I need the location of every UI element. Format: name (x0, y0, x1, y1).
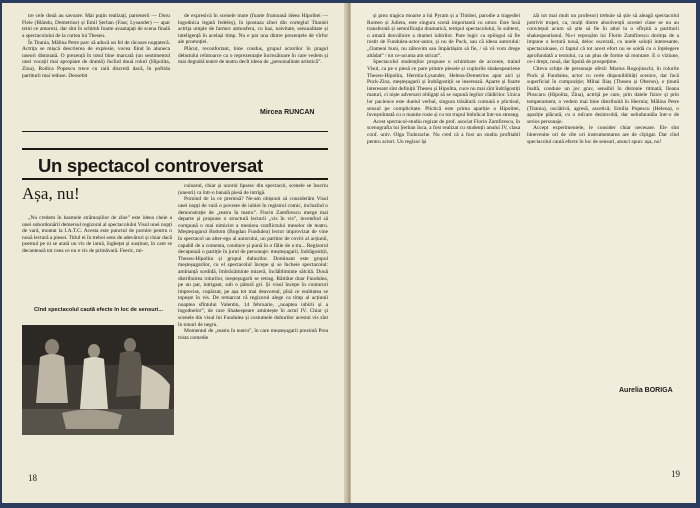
paragraph: zăi tot mai mult un profesor) trebuie să știe să aleagă spectacolul potrivit trupei, ca, mulți dintre absolvenții acestei clase se nu au conviețuit acum să știe să fie în altul la o sfîrșită a partiturii shakespearianul. Nu-i reproșăm lui Florin Zamfirescu dorința de a impune o lectură nouă, deloc oscerată, cu unele soluții interesante, spectaculoase, ci faptul că tot acest efort nu se soldă cu o înțelegere aprofundată a textului, ca un plus de forme să montare. E o viziune, ce-i drept, nouă, dar lipsită de prospețime. (527, 13, 679, 66)
article-kicker: Așa, nu! (22, 184, 80, 203)
paragraph: de expresivă în scenele mute (foarte frumoasă ideea Hipolitei — logodnica legată fedeleș), în ipostaza zînei din corteglul Titaniei actrița umple de farmec atmosfera, cu haz, naivitate, sensualitate și inteligență în același timp. Nu e par una dintre prezențele de vîrfor ale promoției. (178, 13, 328, 46)
left-page (2, 3, 348, 503)
paragraph: culoarul, chiar și unorul lipsesc din spectacol, scenele se înscriu (uneori) ca într-o banală piesă de intrigă. (178, 183, 328, 196)
paragraph: tre cele două au savoare. Mai puțin realizați, partenerii — Doru Fleie (Blându, Demetrius) și Emil Șerban (Faur, Lysander) — apar terni ce amorezi, dar sînt în schimb foarte avantajați de scena finală a spectacolului de la curtea lui Theseu. (22, 13, 170, 39)
paragraph: Momentul de „teatru în teatru”, în care meșteșugarii prezintă Prea trista comedie (178, 328, 328, 342)
page-number-right: 19 (671, 469, 680, 479)
left-body-column-2 (178, 183, 328, 441)
paragraph: În Titania, Mălina Petre parc să aducă un fel de răcoare nopțatecă. Actrița se mișcă descrierea de expresie, vocea fiind în aluneca uneori distonată. O prezență în totul bine marcată (un sentimentul unei vocații mai apropiate de dramă) Jucînd două roluri (Hipolita, Zina), Rodica Popescu trece cu rară discretă dacă, în poftida partiturii mai reduse. Deosebit (22, 39, 170, 79)
paragraph: Accept experimentele, le consider chiar necesare. Ele sînt binevenite ori de cîte ori instrumentarea are de cîștigat. Dar cînd spectacolul caută efecte în loc de sensuri, atunci spun: așa, nu! (527, 125, 679, 145)
right-column-1 (367, 13, 520, 443)
headline-rule-upper (22, 148, 328, 150)
stage-photo (22, 325, 174, 435)
page-number-left: 18 (28, 473, 37, 483)
right-page (351, 3, 696, 503)
paragraph: Pornind de la ce premisă? Ne-am obișnuit să considerăm Visul unei nopți de vară o poveste de iubire în registrul comic, incluzînd o demonstrație de „teatru în teatru”. Florin Zamfirescu merge mai departe și propune o structură lecturii „vis în vis”, inventînd să compună o mai nimicire a menirea conflictului meselor de teatru. Meșteșugarul Bottom (Bogdan Fundulea) lector improvizat de vine în spectacol un alter-ego al autorului, un partitor de coviri al acțiunii, capabil de a comenta, conduce și pună în o fălie de a tra... Regizorul decupează o partiție în jurul de personaje: meșteșugarii, îndrăgostiții, Theseu-Hipolita și grupul duhurilor. Dominant este grupul meșteșugarilor, cu el spectacolul începe și se încheie spectacolul: ambianță sordidă, îmbrăcăminte mizeră, înclăbliminte sălcită. Două distribuirea rolurilor, meșteșugarii se retrag. Rămîne doar Fundulea, pe un pat, intrigant, sub o pătură gri. Și visul începe în contururi imprecise, copărzat, pe așa tot mai deavoreal, pînă ce realitatea se topește în vis. De remarcat că regizorul alege ca timp al acțiunii noaptea sfîntului Valentin, 14 februarie, „noaptea iubirii și a logodnelor”, de care Shakespeare amintește în actul IV. Chiar și scenele din visul lui Fundulea și costumele duhurilor acestui vis sînt în tonuri de negru. (178, 196, 328, 328)
article-headline: Un spectacol controversat (38, 155, 263, 176)
byline-runcan: Mircea RUNCAN (260, 109, 315, 116)
magazine-spread (2, 3, 696, 503)
paragraph: Plăcut, reconfortant, bine condus, grupul actorilor în pragul debutului reîntoarce ca o reprezentație încrezătoare în care vedem și mai degrabă teatre de teatru decît ideea de „personalitate artistică”. (178, 46, 328, 66)
paragraph: și prea tragica moarte a lui Pyram și a Thisbei, parodie a tragediei Romeo și Julieta, este singura scenă importantă cu umor. Este însă transferată și semnificația dramatică, tertipul spectacolului, în subtext, o amară dezvăluire a dramei iubirilor. Pare logic ca epilogul să fie rostit de Fundulea-actor-autor, și nu de Puck, sau că ideea autorului: „Oameni buni, nu zăbovim sau împărtășim să fie, / să vă vom drege altădat” / tot ce-acuma am stricat”. (367, 13, 520, 59)
photo-caption: Cînd spectacolul caută efecte în loc de sensuri... (34, 307, 164, 313)
left-body-column-1 (22, 215, 172, 303)
paragraph: Spectacolul studenților propune o schimbare de accente, traind Visul, ca pe o piesă ce pare printre piesele și cuplurile shakespeariene Theseu-Hipolita, Hermia-Lysander, Helena-Demetrius apar aici și Puck-Zina, meșteșugarii și îndrăgostiții se inserează. Aparte și foarte interesant sînt definiții Theseu și Hipolita, cuce nu mai sînt îndrăgostiți maturi, ci niște adversari obligați să se supună legilor clădirilor. Unica lor pacience este duelul verbal, singura trăsătură comună e plictisul, senzul pe complicitate. Plictică este prima apariție a Hipolitei, înveșmîntată cu o mantie rosie și cu tot trupul îmbrăcat într-un streang. (367, 59, 520, 119)
paragraph: Acest spectacol-studiu regizat de prof. asociat Florin Zamfirescu, în scenografia lui Șerban Iuca, a fost realizat cu studenții anului IV, clasa conf. univ. Olga Tudorache. Nu cred că a fost un studiu profitabil pentru actori. Un regizor își (367, 118, 520, 145)
section-rule-top (22, 131, 328, 132)
left-top-column-1 (22, 13, 170, 131)
byline-boriga: Aurelia BORIGA (619, 387, 673, 394)
left-top-column-2 (178, 13, 328, 107)
headline-rule-lower (22, 178, 328, 180)
paragraph: „Nu credem în basmele strămoșiilor de zîne” este ideea cheie a unei subordonăril demersul regizoral al spectacolului Visul unei nopți de vară, montat la I.A.T.C. Acesta este punctul de pornire pentru o nouă lectură a piesei. Titlul ei în treboi sens de adevăruri și chiar dacă poemul pe ni se arată un vis de iarnă, înghețat și susținut, în care se decantează tot ceea ce nu e vis de primăvară. Feeric, mi- (22, 215, 172, 254)
right-column-2 (527, 13, 679, 383)
paragraph: Cîteva schițe de personaje oferă: Marius Rogojinschi, în rolurile Puck și Fundulea, actor cu certe disponibilități scenice, dar încă superficial în compoziție; Mihai Iliaș (Theseu și Oberon), o ținută înaltă, conduie un joc grav, sensibil în distonie ritmată; Ileana Ploscaru (Hipolita, Zina), actriță pe care, prin datele fizice și prin temperament, o vedem mai bine distribuită în Hermia; Mălina Petre (Titania), osciătivă, agresă, ascetică; Emilia Popescu (Helena), o apariție plăcută, cu o mîcare dezinvoltă, dar neînduratăla într-o de serios personaje. (527, 65, 679, 125)
